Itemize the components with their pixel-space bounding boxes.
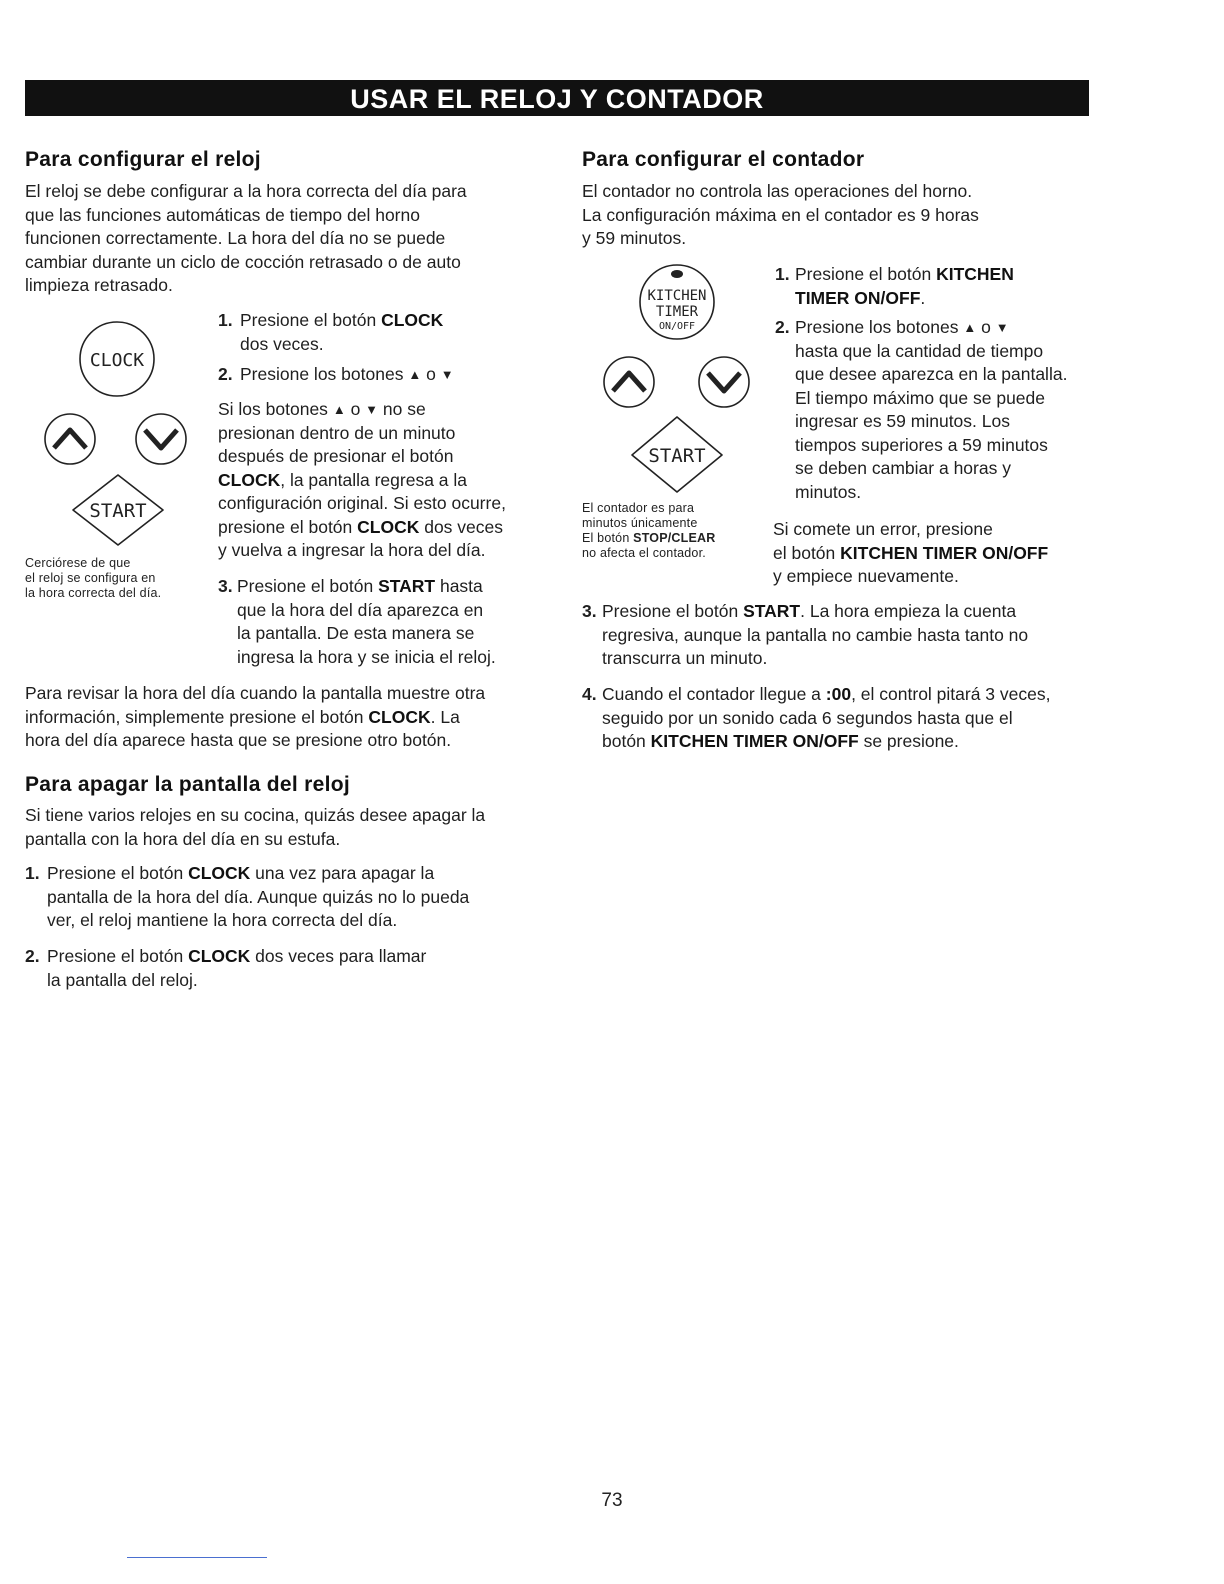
clock-controls-illustration xyxy=(30,310,200,550)
svg-text:TIMER: TIMER xyxy=(655,304,699,320)
down-arrow-button[interactable] xyxy=(136,414,186,464)
up-triangle-icon: ▲ xyxy=(963,320,977,335)
set-clock-intro: El reloj se debe configurar a la hora correcta del día para que las funciones automáticas de tiempo del horno funcionen correctamente. La hora del día no se puede cambiar durante un ciclo de cocción retrasado o de auto limpieza retrasado. xyxy=(25,181,467,295)
kitchen-timer-button[interactable] xyxy=(640,265,714,339)
display-off-intro: Si tiene varios relojes en su cocina, quizás desee apagar la pantalla con la hora del día en su estufa. xyxy=(25,805,486,849)
section-banner: USAR EL RELOJ Y CONTADOR xyxy=(25,80,1089,116)
down-triangle-icon: ▼ xyxy=(995,320,1009,335)
down-triangle-icon: ▼ xyxy=(440,367,454,382)
timer-error-note: Si comete un error, presione el botón KITCHEN TIMER ON/OFF y empiece nuevamente. xyxy=(773,519,1049,586)
set-clock-heading: Para configurar el reloj xyxy=(25,148,261,171)
set-timer-intro: El contador no controla las operaciones del horno. La configuración máxima en el contador es 9 horas y 59 minutos. xyxy=(582,181,979,248)
timer-caption: El contador es para minutos únicamente El botón STOP/CLEAR no afecta el contador. xyxy=(582,501,716,560)
clock-caption: Cerciórese de que el reloj se configura en la hora correcta del día. xyxy=(25,556,162,600)
footer-divider xyxy=(127,1557,267,1558)
svg-text:START: START xyxy=(89,500,147,522)
svg-text:KITCHEN: KITCHEN xyxy=(647,288,707,304)
svg-text:ON/OFF: ON/OFF xyxy=(658,321,696,332)
up-triangle-icon: ▲ xyxy=(332,402,346,417)
start-button[interactable] xyxy=(73,475,163,545)
display-off-heading: Para apagar la pantalla del reloj xyxy=(25,773,351,796)
down-triangle-icon: ▼ xyxy=(365,402,379,417)
down-arrow-button[interactable] xyxy=(699,357,749,407)
start-button[interactable] xyxy=(632,417,722,492)
clock-review-paragraph: Para revisar la hora del día cuando la pantalla muestre otra información, simplemente presione el botón CLOCK. La hora del día aparece hasta que se presione otro botón. xyxy=(25,683,486,750)
up-triangle-icon: ▲ xyxy=(408,367,422,382)
page-number: 73 xyxy=(601,1490,623,1511)
up-arrow-button[interactable] xyxy=(604,357,654,407)
svg-text:CLOCK: CLOCK xyxy=(89,350,145,371)
timer-controls-illustration xyxy=(592,262,762,492)
svg-text:START: START xyxy=(648,445,706,467)
indicator-light-icon xyxy=(671,270,683,278)
clock-note: Si los botones ▲ o ▼ no se presionan dentro de un minuto después de presionar el botón CLOCK, la pantalla regresa a la configuración original. Si esto ocurre, presione el botón CLOCK dos veces y vuelva a ingresar la hora del día. xyxy=(218,399,506,560)
up-arrow-button[interactable] xyxy=(45,414,95,464)
clock-button[interactable] xyxy=(80,322,154,396)
set-timer-heading: Para configurar el contador xyxy=(582,148,865,171)
